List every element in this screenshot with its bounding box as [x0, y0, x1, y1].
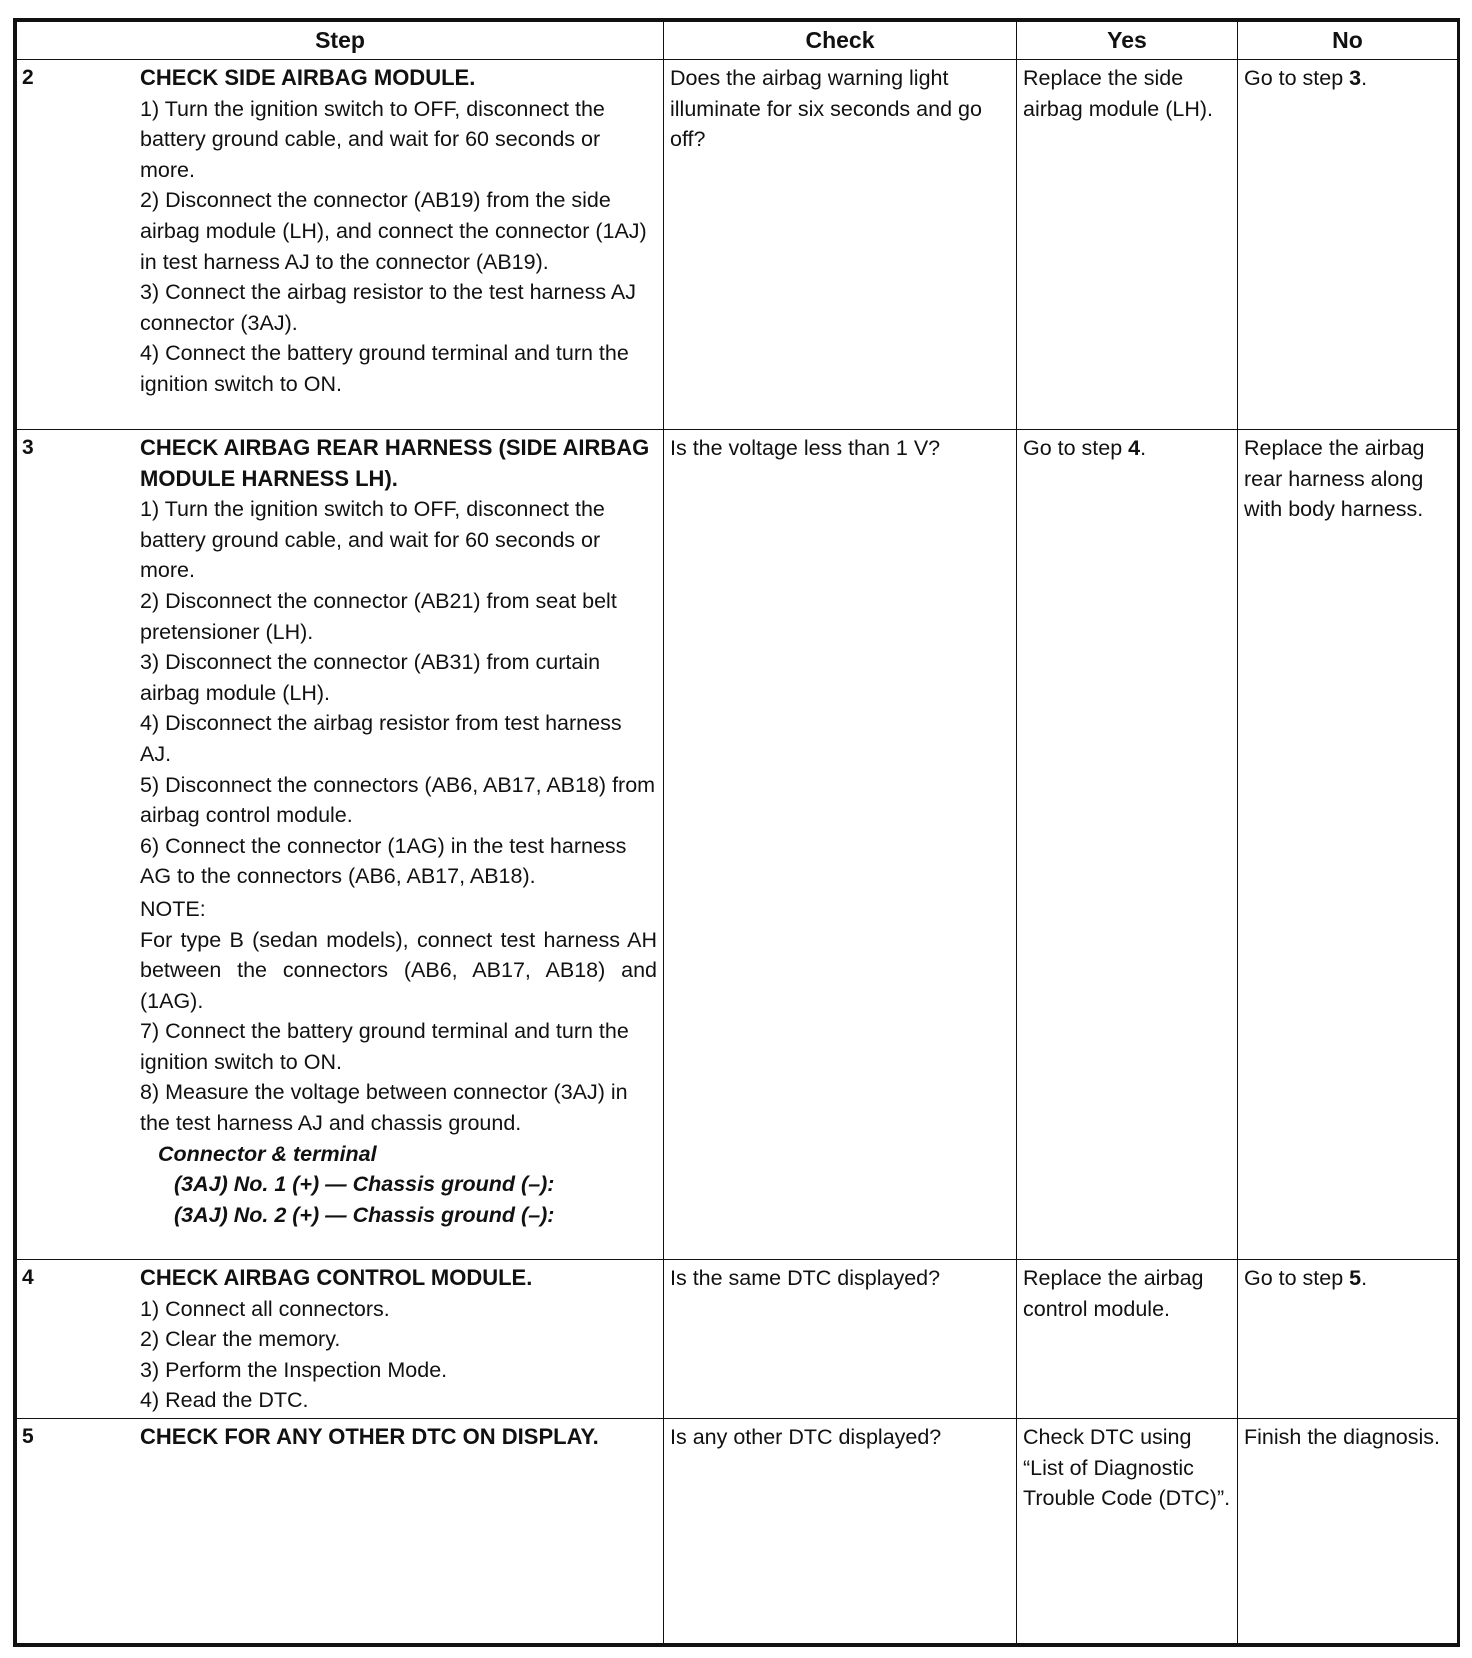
substep: 3) Disconnect the connector (AB31) from curtain airbag module (LH). — [140, 650, 601, 705]
table-row-step-2 — [17, 60, 1458, 430]
substep: 4) Connect the battery ground terminal and turn the ignition switch to ON. — [140, 341, 629, 396]
no-text-end: . — [1361, 66, 1368, 90]
header-yes: Yes — [1017, 22, 1238, 60]
step-cell — [17, 1418, 664, 1643]
diagnostic-procedure-table — [16, 21, 1458, 1644]
substep: 3) Connect the airbag resistor to the test harness AJ connector (3AJ). — [140, 280, 636, 335]
yes-cell — [1017, 430, 1238, 1260]
step-reference: 5 — [1349, 1266, 1362, 1290]
substep: 4) Disconnect the airbag resistor from test harness AJ. — [140, 711, 622, 766]
yes-text-end: . — [1140, 436, 1147, 460]
substep: 5) Disconnect the connectors (AB6, AB17, AB18) from airbag control module. — [140, 772, 656, 828]
no-cell — [1238, 60, 1458, 430]
note-label: NOTE: — [140, 896, 206, 921]
step-reference: 3 — [1349, 66, 1362, 90]
spec-title: Connector & terminal — [158, 1141, 377, 1166]
substep: 3) Perform the Inspection Mode. — [140, 1357, 448, 1382]
table-row-step-3 — [17, 430, 1458, 1260]
yes-text: Go to step — [1023, 436, 1129, 460]
table-header-row — [17, 22, 1458, 60]
spec-line: (3AJ) No. 2 (+) — Chassis ground (–): — [174, 1202, 555, 1227]
yes-cell: Check DTC using “List of Diagnostic Trouble Code (DTC)”. — [1017, 1418, 1238, 1643]
substep: 6) Connect the connector (1AG) in the test harness AG to the connectors (AB6, AB17, AB18). — [140, 833, 627, 889]
no-cell — [1238, 1260, 1458, 1419]
no-text: Go to step — [1244, 1266, 1350, 1290]
step-number: 3 — [22, 436, 34, 459]
substep: 4) Read the DTC. — [140, 1388, 309, 1413]
step-title: CHECK AIRBAG REAR HARNESS (SIDE AIRBAG MODULE HARNESS LH). — [140, 435, 650, 491]
step-cell — [17, 1260, 664, 1419]
yes-cell: Replace the airbag control module. — [1017, 1260, 1238, 1419]
step-title: CHECK AIRBAG CONTROL MODULE. — [140, 1265, 533, 1290]
check-cell: Does the airbag warning light illuminate for six seconds and go off? — [664, 60, 1017, 430]
note-text: For type B (sedan models), connect test harness AH between the connectors (AB6, AB17, AB18) and (1AG). — [140, 927, 657, 1013]
diagnostic-table-frame — [13, 18, 1460, 1647]
substep: 1) Turn the ignition switch to OFF, disconnect the battery ground cable, and wait for 60 seconds or more. — [140, 497, 605, 583]
step-title: CHECK FOR ANY OTHER DTC ON DISPLAY. — [140, 1423, 599, 1449]
header-step: Step — [17, 22, 664, 60]
check-cell: Is the same DTC displayed? — [664, 1260, 1017, 1419]
step-cell — [17, 60, 664, 430]
substep: 1) Turn the ignition switch to OFF, disconnect the battery ground cable, and wait for 60 seconds or more. — [140, 96, 605, 182]
check-cell: Is the voltage less than 1 V? — [664, 430, 1017, 1260]
spec-line: (3AJ) No. 1 (+) — Chassis ground (–): — [174, 1172, 555, 1197]
step-reference: 4 — [1128, 436, 1141, 460]
step-cell — [17, 430, 664, 1260]
check-cell: Is any other DTC displayed? — [664, 1418, 1017, 1643]
step-number: 2 — [22, 66, 34, 89]
step-number: 4 — [22, 1266, 34, 1289]
substep: 2) Clear the memory. — [140, 1327, 341, 1352]
substep: 2) Disconnect the connector (AB21) from seat belt pretensioner (LH). — [140, 588, 617, 644]
table-row-step-4 — [17, 1260, 1458, 1419]
step-number: 5 — [22, 1424, 34, 1448]
substep: 1) Connect all connectors. — [140, 1296, 390, 1321]
substep: 2) Disconnect the connector (AB19) from the side airbag module (LH), and connect the connector (1AJ) in test harness AJ to the connector (AB19). — [140, 188, 647, 274]
table-row-step-5 — [17, 1418, 1458, 1643]
header-no: No — [1238, 22, 1458, 60]
no-cell: Finish the diagnosis. — [1238, 1418, 1458, 1643]
substep: 8) Measure the voltage between connector (3AJ) in the test harness AJ and chassis ground. — [140, 1080, 628, 1136]
step-title: CHECK SIDE AIRBAG MODULE. — [140, 65, 476, 90]
header-check: Check — [664, 22, 1017, 60]
no-cell: Replace the airbag rear harness along with body harness. — [1238, 430, 1458, 1260]
yes-cell: Replace the side airbag module (LH). — [1017, 60, 1238, 430]
no-text-end: . — [1361, 1266, 1368, 1290]
substep: 7) Connect the battery ground terminal and turn the ignition switch to ON. — [140, 1019, 629, 1074]
no-text: Go to step — [1244, 66, 1350, 90]
